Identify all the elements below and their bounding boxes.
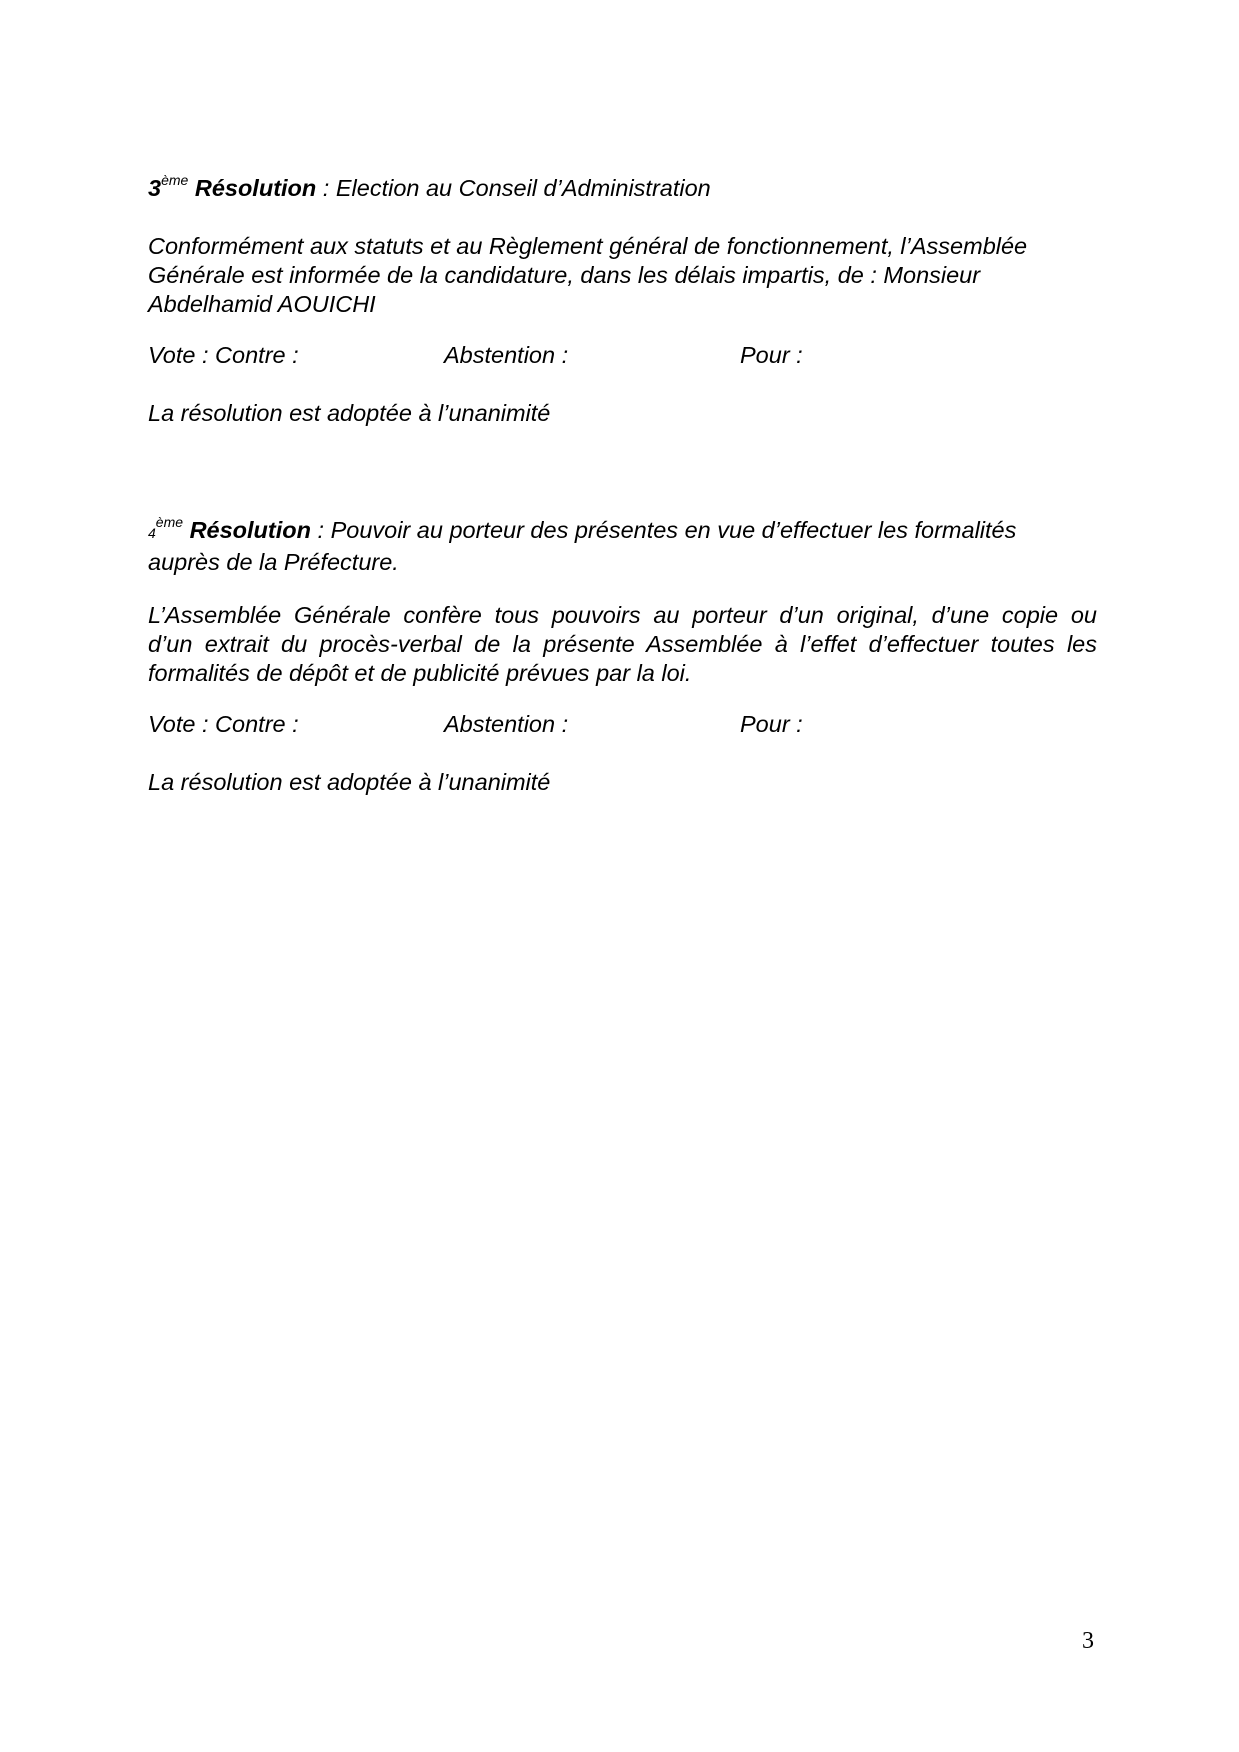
- resolution-3-word: Résolution: [194, 175, 317, 201]
- resolution-3-vote-abstention: Abstention :: [444, 342, 569, 368]
- resolution-3-text-line-1: Conformément aux statuts et au Règlement général de fonctionnement, l’Assemblée: [148, 233, 1028, 259]
- resolution-4-number: 4: [148, 525, 156, 541]
- page-number: 3: [1082, 1628, 1094, 1654]
- resolution-3-number: 3: [148, 175, 162, 201]
- resolution-3-result: La résolution est adoptée à l’unanimité: [148, 400, 551, 426]
- resolution-3-ordinal: ème: [161, 172, 189, 189]
- resolution-4-text-line-1: L’Assemblée Générale confère tous pouvoirs au porteur d’un original, d’une copie ou: [148, 602, 1097, 628]
- resolution-4-word: Résolution: [189, 517, 311, 543]
- resolution-3-vote-row: [148, 341, 1098, 370]
- resolution-3-text: [148, 232, 1098, 319]
- resolution-3-text-line-3: Abdelhamid AOUICHI: [148, 291, 376, 317]
- resolution-4-text: [148, 601, 1097, 688]
- resolution-4-title-line-2: auprès de la Préfecture.: [148, 549, 399, 575]
- resolution-4-vote-abstention: Abstention :: [444, 711, 569, 737]
- resolution-3-vote-contre: Vote : Contre :: [148, 342, 299, 368]
- document-body: [148, 174, 1098, 797]
- resolution-4-text-line-2: d’un extrait du procès-verbal de la présente Assemblée à l’effet d’effectuer toutes les: [148, 631, 1097, 657]
- resolution-4-ordinal: ème: [155, 514, 184, 531]
- resolution-3-vote-pour: Pour :: [740, 342, 803, 368]
- resolution-4-heading: [148, 516, 1098, 548]
- resolution-4-vote-row: [148, 710, 1098, 739]
- resolution-3-title: : Election au Conseil d’Administration: [316, 175, 711, 201]
- resolution-4-text-line-3: formalités de dépôt et de publicité prévues par la loi.: [148, 660, 692, 686]
- resolution-4-vote-contre: Vote : Contre :: [148, 711, 299, 737]
- resolution-3-heading: [148, 174, 1098, 203]
- resolution-3-text-line-2: Générale est informée de la candidature, dans les délais impartis, de : Monsieur: [148, 262, 981, 288]
- resolution-4-vote-pour: Pour :: [740, 711, 803, 737]
- resolution-4-title-line-1: : Pouvoir au porteur des présentes en vue d’effectuer les formalités: [310, 517, 1017, 543]
- resolution-4-result: La résolution est adoptée à l’unanimité: [148, 769, 551, 795]
